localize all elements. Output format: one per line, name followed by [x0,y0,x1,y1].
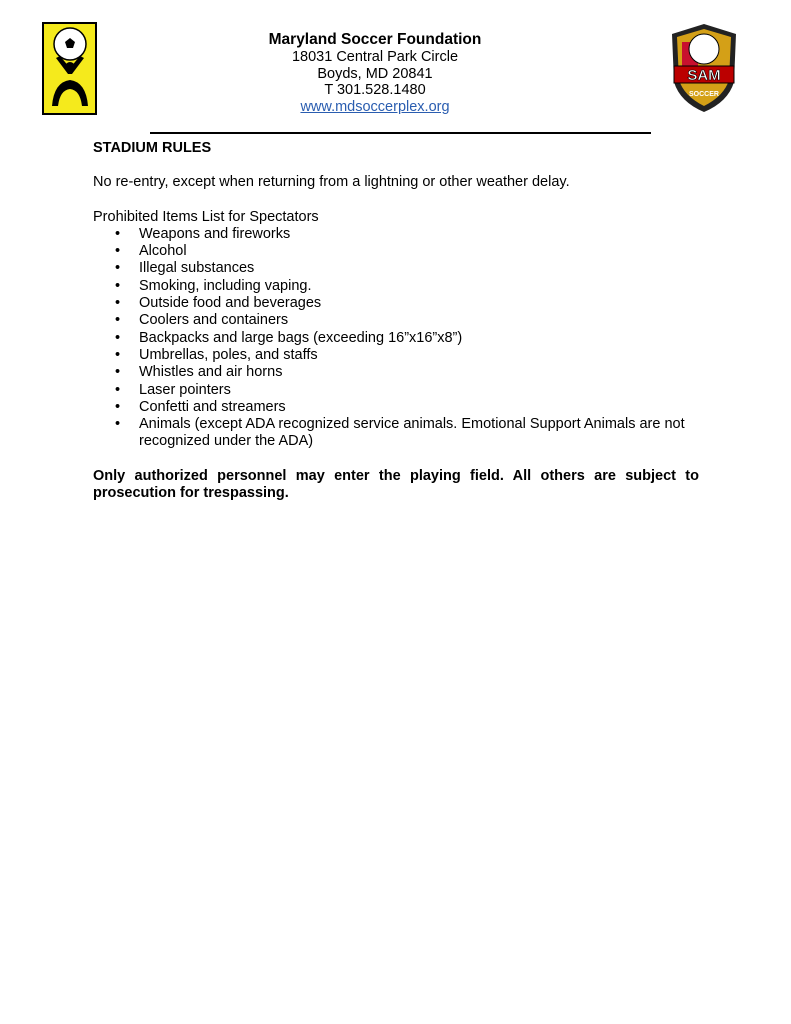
trespassing-notice: Only authorized personnel may enter the playing field. All others are subject to prosecution for trespassing. [93,467,699,502]
list-item: • Umbrellas, poles, and staffs [93,347,699,364]
org-name: Maryland Soccer Foundation [268,31,482,48]
address-line-2: Boyds, MD 20841 [317,65,433,82]
list-item: • Coolers and containers [93,312,699,329]
svg-text:SOCCER: SOCCER [689,91,719,98]
list-item: • Weapons and fireworks [93,226,699,243]
divider [150,132,651,134]
list-item: • Animals (except ADA recognized service animals. Emotional Support Animals are not recognized under the ADA) [93,416,699,451]
prohibited-items-list [93,226,699,451]
heading: STADIUM RULES [93,140,212,156]
list-item: • Whistles and air horns [93,364,699,381]
list-title: Prohibited Items List for Spectators [93,208,319,225]
list-item: • Outside food and beverages [93,295,699,312]
maryland-soccer-foundation-logo [42,22,97,115]
website-link[interactable]: www.mdsoccerplex.org [300,98,450,115]
list-item: • Alcohol [93,243,699,260]
letterhead [200,31,550,115]
list-item: • Smoking, including vaping. [93,278,699,295]
reentry-rule: No re-entry, except when returning from a lightning or other weather delay. [93,174,570,191]
phone: T 301.528.1480 [324,82,426,98]
sam-soccer-logo [668,22,740,114]
list-item: • Laser pointers [93,382,699,399]
list-item: • Backpacks and large bags (exceeding 16”x16”x8”) [93,330,699,347]
document-body [93,140,699,519]
svg-text:SAM: SAM [687,67,721,84]
address-line-1: 18031 Central Park Circle [291,49,459,65]
list-item: • Illegal substances [93,260,699,277]
list-item: • Confetti and streamers [93,399,699,416]
